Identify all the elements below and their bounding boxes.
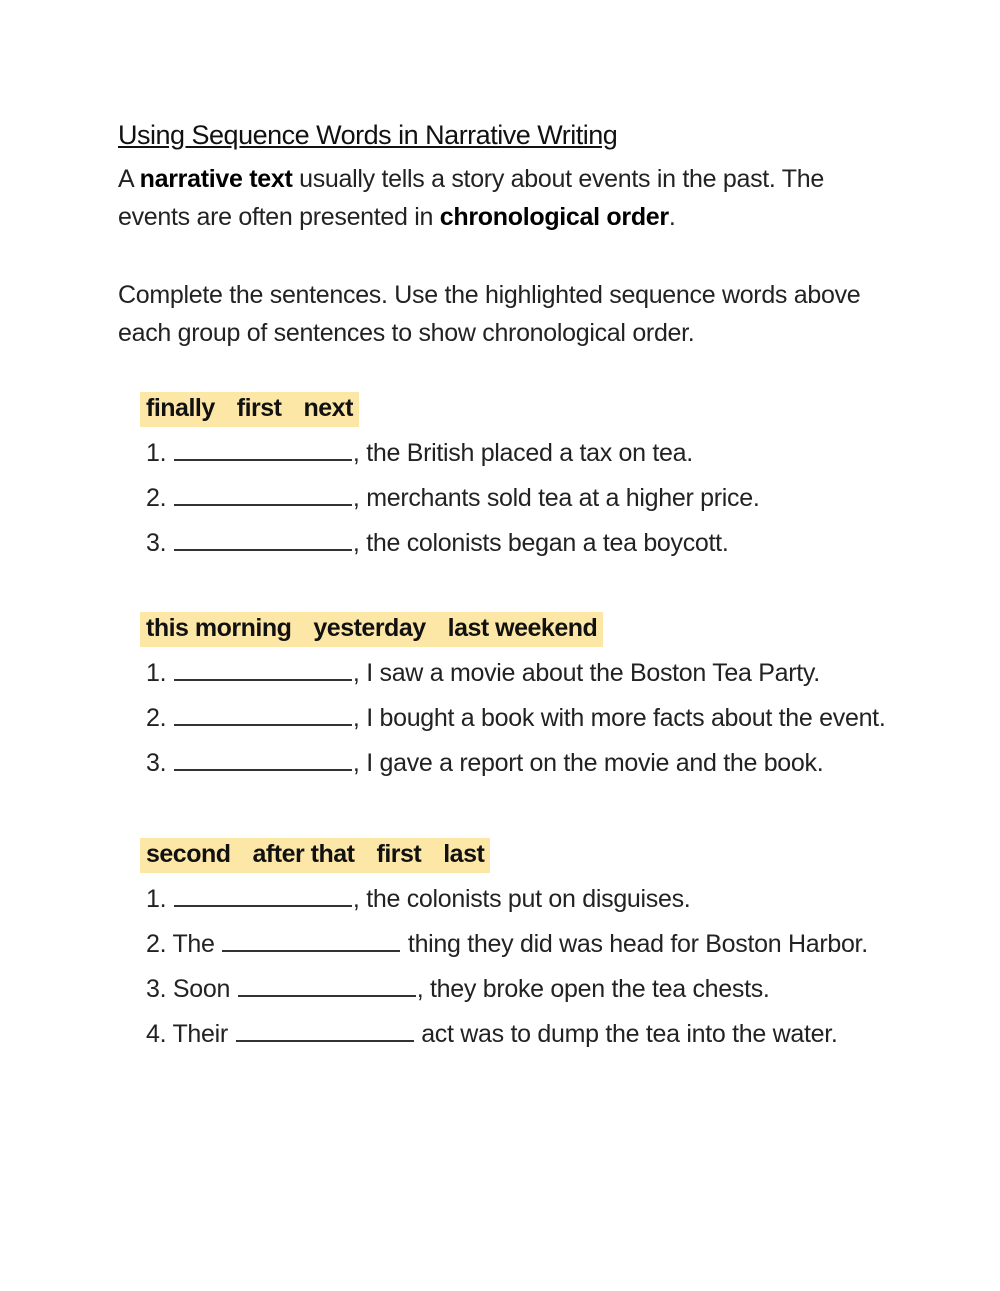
sentence-item xyxy=(140,877,900,922)
sentence-text: act was to dump the tea into the water. xyxy=(414,1020,838,1048)
sequence-word: next xyxy=(303,394,353,422)
sentence-item xyxy=(140,967,900,1012)
answer-blank[interactable] xyxy=(174,482,352,506)
intro-text: usually tells a story about events in the past. The events are often presented in xyxy=(118,165,824,231)
sentence-prefix: 3. Soon xyxy=(146,975,237,1003)
sequence-word: finally xyxy=(146,394,215,422)
sentence-prefix: 2. xyxy=(146,484,173,512)
sequence-word: second xyxy=(146,840,231,868)
answer-blank[interactable] xyxy=(174,657,352,681)
intro-paragraph xyxy=(118,160,898,236)
sequence-word: last xyxy=(443,840,485,868)
sentence-text: , I gave a report on the movie and the book. xyxy=(352,749,824,777)
instructions-paragraph: Complete the sentences. Use the highlighted sequence words above each group of sentences to show chronological order. xyxy=(118,281,861,347)
answer-blank[interactable] xyxy=(174,702,352,726)
worksheet-title: Using Sequence Words in Narrative Writing xyxy=(118,120,618,150)
sentence-prefix: 2. The xyxy=(146,930,222,958)
term-chronological-order: chronological order xyxy=(439,203,669,231)
sentence-text: , the colonists put on disguises. xyxy=(352,885,691,913)
term-narrative-text: narrative text xyxy=(139,165,293,193)
sentence-text: , merchants sold tea at a higher price. xyxy=(352,484,760,512)
word-bank xyxy=(140,392,359,427)
answer-blank[interactable] xyxy=(174,437,352,461)
answer-blank[interactable] xyxy=(174,527,352,551)
sentence-item xyxy=(140,1012,900,1057)
sentence-group-1 xyxy=(140,392,900,566)
sentence-text: thing they did was head for Boston Harbor. xyxy=(401,930,868,958)
sentence-text: , they broke open the tea chests. xyxy=(416,975,770,1003)
sentence-text: , the British placed a tax on tea. xyxy=(352,439,693,467)
intro-text: . xyxy=(668,203,676,231)
sentence-text: , the colonists began a tea boycott. xyxy=(352,529,729,557)
sentence-prefix: 1. xyxy=(146,659,173,687)
sequence-word: this morning xyxy=(146,614,292,642)
sentence-item xyxy=(140,651,900,696)
sentence-group-2 xyxy=(140,612,900,786)
sentence-item xyxy=(140,521,900,566)
sequence-word: last weekend xyxy=(447,614,598,642)
word-bank xyxy=(140,838,490,873)
sentence-text: , I bought a book with more facts about the event. xyxy=(352,704,886,732)
sentence-item xyxy=(140,741,900,786)
answer-blank[interactable] xyxy=(222,928,400,952)
sentence-text: , I saw a movie about the Boston Tea Party. xyxy=(352,659,820,687)
sequence-word: first xyxy=(236,394,282,422)
sentence-group-3 xyxy=(140,838,900,1057)
sequence-word: yesterday xyxy=(313,614,426,642)
answer-blank[interactable] xyxy=(174,747,352,771)
answer-blank[interactable] xyxy=(238,973,416,997)
sentence-prefix: 1. xyxy=(146,439,173,467)
answer-blank[interactable] xyxy=(174,883,352,907)
sentence-item xyxy=(140,922,900,967)
sentence-item xyxy=(140,696,900,741)
sentence-prefix: 4. Their xyxy=(146,1020,235,1048)
sentence-prefix: 1. xyxy=(146,885,173,913)
sentence-item xyxy=(140,476,900,521)
answer-blank[interactable] xyxy=(236,1018,414,1042)
word-bank xyxy=(140,612,603,647)
sentence-prefix: 3. xyxy=(146,529,173,557)
sentence-item xyxy=(140,431,900,476)
intro-text: A xyxy=(118,165,140,193)
sentence-prefix: 3. xyxy=(146,749,173,777)
sequence-word: after that xyxy=(252,840,355,868)
sentence-prefix: 2. xyxy=(146,704,173,732)
sequence-word: first xyxy=(376,840,422,868)
